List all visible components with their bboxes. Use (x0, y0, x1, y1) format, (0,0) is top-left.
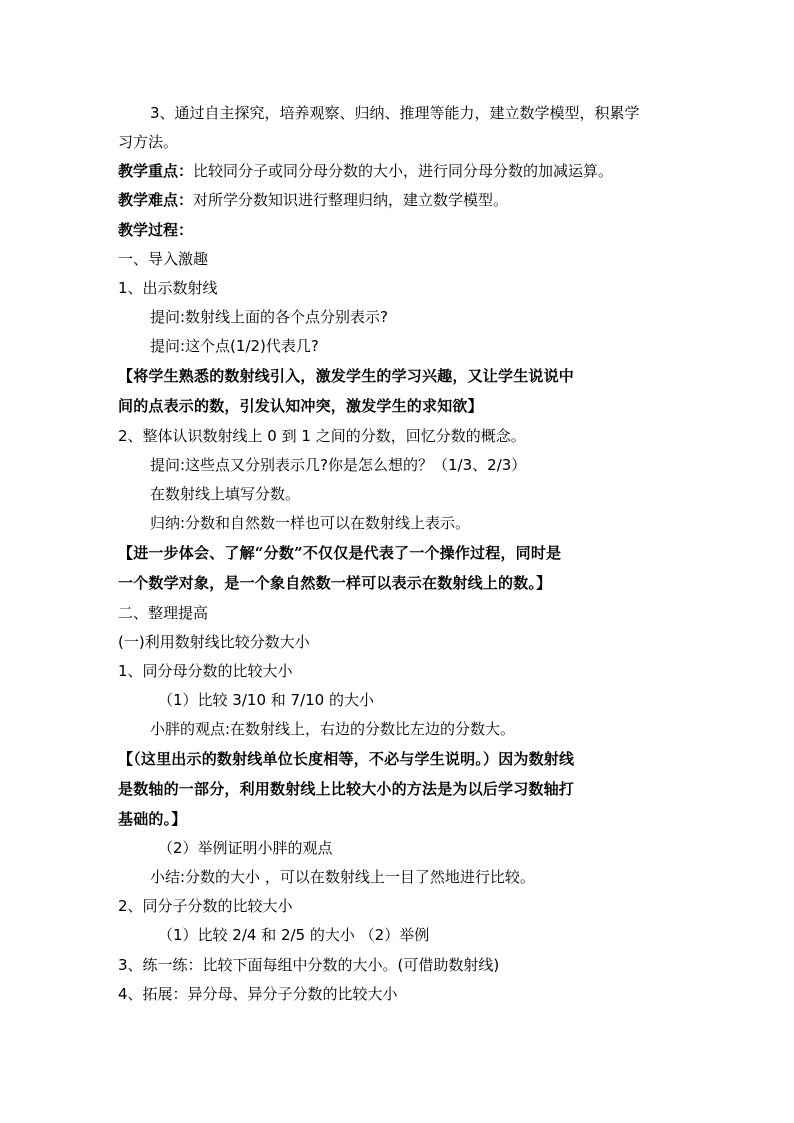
note2-line1: 【进一步体会、了解“分数”不仅仅是代表了一个操作过程，同时是 (118, 544, 562, 562)
key-point-label: 教学重点： (118, 162, 194, 180)
section2-item4: 4、拓展：异分母、异分子分数的比较大小 (118, 985, 398, 1003)
section2-item2-a: （1）比较 2/4 和 2/5 的大小 （2）举例 (158, 926, 430, 944)
key-point-text: 比较同分子或同分母分数的大小，进行同分母分数的加减运算。 (193, 162, 614, 180)
section1-step2: 2、整体认识数射线上 0 到 1 之间的分数，回忆分数的概念。 (118, 427, 526, 445)
section1-summary: 归纳:分数和自然数一样也可以在数射线上表示。 (150, 514, 471, 532)
note3-line2: 是数轴的一部分，利用数射线上比较大小的方法是为以后学习数轴打 (118, 780, 575, 798)
difficulty-paragraph (118, 190, 678, 210)
section2-view: 小胖的观点:在数射线上，右边的分数比左边的分数大。 (150, 720, 516, 738)
section2-item1: 1、同分母分数的比较大小 (118, 662, 293, 680)
difficulty-text: 对所学分数知识进行整理归纳，建立数学模型。 (193, 191, 509, 209)
objective-3-line1: 3、通过自主探究，培养观察、归纳、推理等能力，建立数学模型，积累学 (150, 104, 640, 122)
section1-question1: 提问:数射线上面的各个点分别表示? (150, 308, 389, 326)
process-heading: 教学过程： (118, 221, 194, 239)
section2-item1-b: （2）举例证明小胖的观点 (158, 839, 333, 857)
section2-conclusion: 小结:分数的大小 ，可以在数射线上一目了然地进行比较。 (150, 868, 535, 886)
section1-question2: 提问:这个点(1/2)代表几? (150, 337, 319, 355)
section1-step1: 1、出示数射线 (118, 279, 218, 297)
note1-line2: 间的点表示的数，引发认知冲突，激发学生的求知欲】 (118, 397, 483, 415)
section2-item2: 2、同分子分数的比较大小 (118, 897, 293, 915)
note3-line1: 【（这里出示的数射线单位长度相等，不必与学生说明。）因为数射线 (118, 750, 575, 768)
note1-line1: 【将学生熟悉的数射线引入，激发学生的学习兴趣，又让学生说说中 (118, 367, 575, 385)
section2-item3: 3、练一练：比较下面每组中分数的大小。(可借助数射线) (118, 956, 500, 974)
section1-title: 一、导入激趣 (118, 250, 209, 268)
objective-3-line2: 习方法。 (118, 133, 179, 151)
section1-question3: 提问:这些点又分别表示几?你是怎么想的？（1/3、2/3） (150, 456, 527, 474)
section1-fill: 在数射线上填写分数。 (150, 485, 301, 503)
difficulty-label: 教学难点： (118, 191, 194, 209)
note2-line2: 一个数学对象，是一个象自然数一样可以表示在数射线上的数。】 (118, 574, 552, 592)
section2-title: 二、整理提高 (118, 604, 209, 622)
section2-sub1: (一)利用数射线比较分数大小 (118, 633, 310, 651)
note3-line3: 基础的。】 (118, 810, 187, 828)
key-point-paragraph (118, 161, 678, 181)
section2-item1-a: （1）比较 3/10 和 7/10 的大小 (158, 691, 374, 709)
